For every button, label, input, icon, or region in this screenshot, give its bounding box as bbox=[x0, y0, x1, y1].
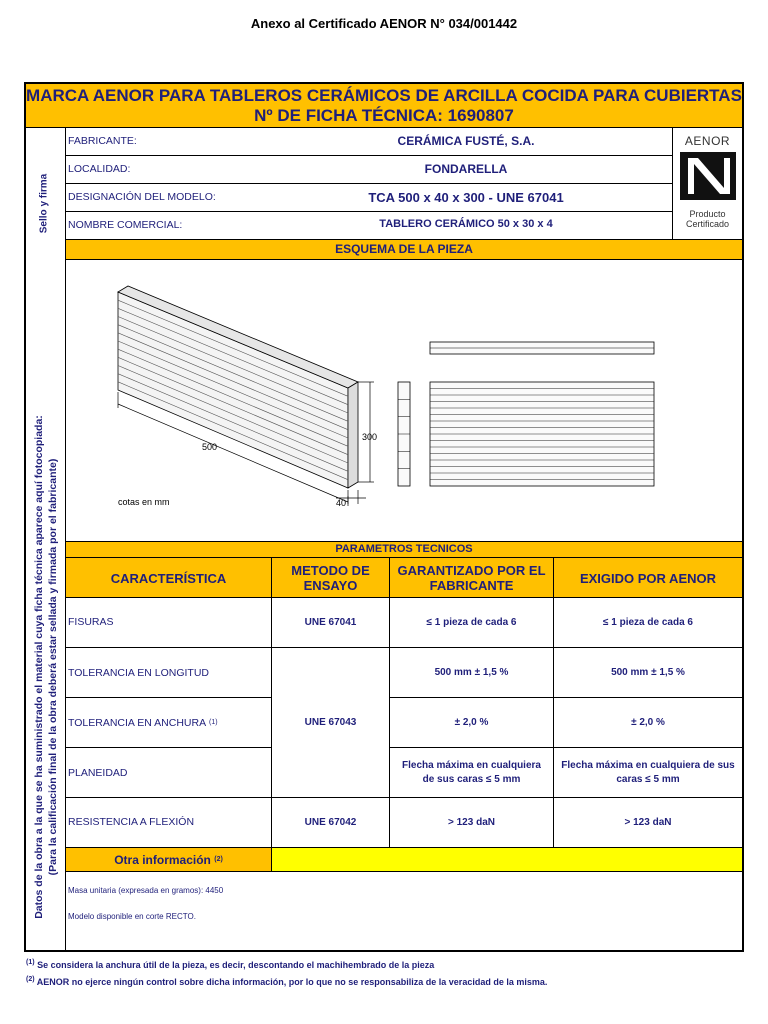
footnote-ref: (2) bbox=[214, 856, 223, 863]
row-method: UNE 67042 bbox=[272, 798, 390, 847]
row-required: > 123 daN bbox=[624, 817, 672, 828]
other-info-row bbox=[66, 848, 742, 872]
dim-length-label: 500 bbox=[202, 442, 218, 452]
info-row-commercial-name bbox=[66, 212, 672, 240]
merged-method-cell: UNE 67043 bbox=[272, 648, 390, 798]
row-name: RESISTENCIA A FLEXIÓN bbox=[66, 798, 272, 847]
info-label: NOMBRE COMERCIAL: bbox=[68, 219, 183, 231]
col-characteristic: CARACTERÍSTICA bbox=[66, 558, 272, 598]
row-name: TOLERANCIA EN LONGITUD bbox=[66, 648, 272, 698]
unit-mass-note: Masa unitaria (expresada en gramos): 4450 bbox=[68, 886, 224, 895]
datasheet-number: Nº DE FICHA TÉCNICA: 1690807 bbox=[254, 106, 514, 125]
info-label: DESIGNACIÓN DEL MODELO: bbox=[68, 191, 216, 203]
schema-heading: ESQUEMA DE LA PIEZA bbox=[66, 240, 742, 260]
row-required: ± 2,0 % bbox=[554, 698, 742, 748]
footnote-ref: (1) bbox=[209, 719, 218, 726]
sidebar-note bbox=[32, 397, 60, 937]
model-availability-note: Modelo disponible en corte RECTO. bbox=[68, 912, 196, 921]
footnote-mark: (2) bbox=[26, 976, 35, 983]
row-required: Flecha máxima en cualquiera de sus caras ≤ 5 mm bbox=[554, 748, 742, 798]
aenor-logo bbox=[672, 128, 742, 240]
row-guaranteed: ± 2,0 % bbox=[390, 698, 554, 748]
piece-drawing bbox=[66, 260, 742, 542]
dim-height-label: 300 bbox=[362, 432, 378, 442]
table-row bbox=[66, 598, 742, 648]
other-info-highlight bbox=[272, 848, 742, 871]
row-required: 500 mm ± 1,5 % bbox=[554, 648, 742, 698]
other-info-label-cell bbox=[66, 848, 272, 871]
footnote-text: Se considera la anchura útil de la pieza, es decir, descontando el machihembrado de la pieza bbox=[37, 960, 435, 970]
row-name: FISURAS bbox=[66, 598, 272, 647]
logo-sub1: Producto bbox=[689, 209, 726, 219]
info-value: FONDARELLA bbox=[424, 162, 508, 176]
info-value: TABLERO CERÁMICO 50 x 30 x 4 bbox=[379, 218, 553, 230]
info-row-manufacturer bbox=[66, 128, 672, 156]
row-guaranteed: Flecha máxima en cualquiera de sus caras ≤ 5 mm bbox=[390, 748, 554, 798]
footnote-1 bbox=[26, 959, 434, 970]
row-name: PLANEIDAD bbox=[66, 748, 272, 798]
row-method: UNE 67041 bbox=[272, 598, 390, 647]
other-info-label: Otra información bbox=[114, 852, 211, 867]
logo-sub2: Certificado bbox=[685, 219, 730, 229]
footnote-text: AENOR no ejerce ningún control sobre dicha información, por lo que no se responsabiliza de la veracidad de la misma. bbox=[36, 977, 548, 987]
info-value: CERÁMICA FUSTÉ, S.A. bbox=[397, 134, 535, 148]
footnote-mark: (1) bbox=[26, 959, 35, 966]
title-band bbox=[26, 84, 742, 128]
row-guaranteed: > 123 daN bbox=[390, 798, 554, 847]
certificate-annex-header: Anexo al Certificado AENOR N° 034/001442 bbox=[250, 16, 518, 31]
dim-width-label: 40 bbox=[336, 498, 347, 508]
row-name-with-sup bbox=[66, 698, 272, 748]
aenor-n-icon bbox=[680, 152, 736, 200]
footnote-2 bbox=[26, 976, 547, 987]
info-value: TCA 500 x 40 x 300 - UNE 67041 bbox=[368, 190, 564, 205]
params-heading: PARAMETROS TECNICOS bbox=[66, 542, 742, 558]
piece-schema bbox=[66, 260, 742, 542]
row-name: TOLERANCIA EN ANCHURA bbox=[68, 716, 207, 729]
info-label: LOCALIDAD: bbox=[68, 163, 131, 175]
logo-wordmark: AENOR bbox=[684, 134, 731, 148]
table-row bbox=[66, 798, 742, 848]
info-row-locality bbox=[66, 156, 672, 184]
sidebar bbox=[26, 128, 66, 950]
units-note: cotas en mm bbox=[118, 497, 170, 507]
col-method: METODO DE ENSAYO bbox=[272, 558, 390, 598]
sidebar-note-line2: (Para la calificación final de la obra deberá estar sellada y firmada por el fabricante) bbox=[47, 458, 59, 876]
row-required: ≤ 1 pieza de cada 6 bbox=[603, 617, 693, 628]
sidebar-note-line1: Datos de la obra a la que se ha suministrado el material cuya ficha técnica aparece aquí fotocopiada: bbox=[33, 415, 45, 919]
info-row-model bbox=[66, 184, 672, 212]
params-table-header bbox=[66, 558, 742, 598]
datasheet-title: MARCA AENOR PARA TABLEROS CERÁMICOS DE ARCILLA COCIDA PARA CUBIERTAS bbox=[26, 86, 742, 105]
row-guaranteed: ≤ 1 pieza de cada 6 bbox=[390, 598, 554, 647]
merged-rows bbox=[66, 648, 742, 798]
info-label: FABRICANTE: bbox=[68, 135, 137, 147]
row-guaranteed: 500 mm ± 1,5 % bbox=[390, 648, 554, 698]
col-guaranteed: GARANTIZADO POR EL FABRICANTE bbox=[390, 558, 554, 598]
col-required: EXIGIDO POR AENOR bbox=[579, 570, 717, 586]
stamp-label: Sello y firma bbox=[38, 173, 50, 234]
